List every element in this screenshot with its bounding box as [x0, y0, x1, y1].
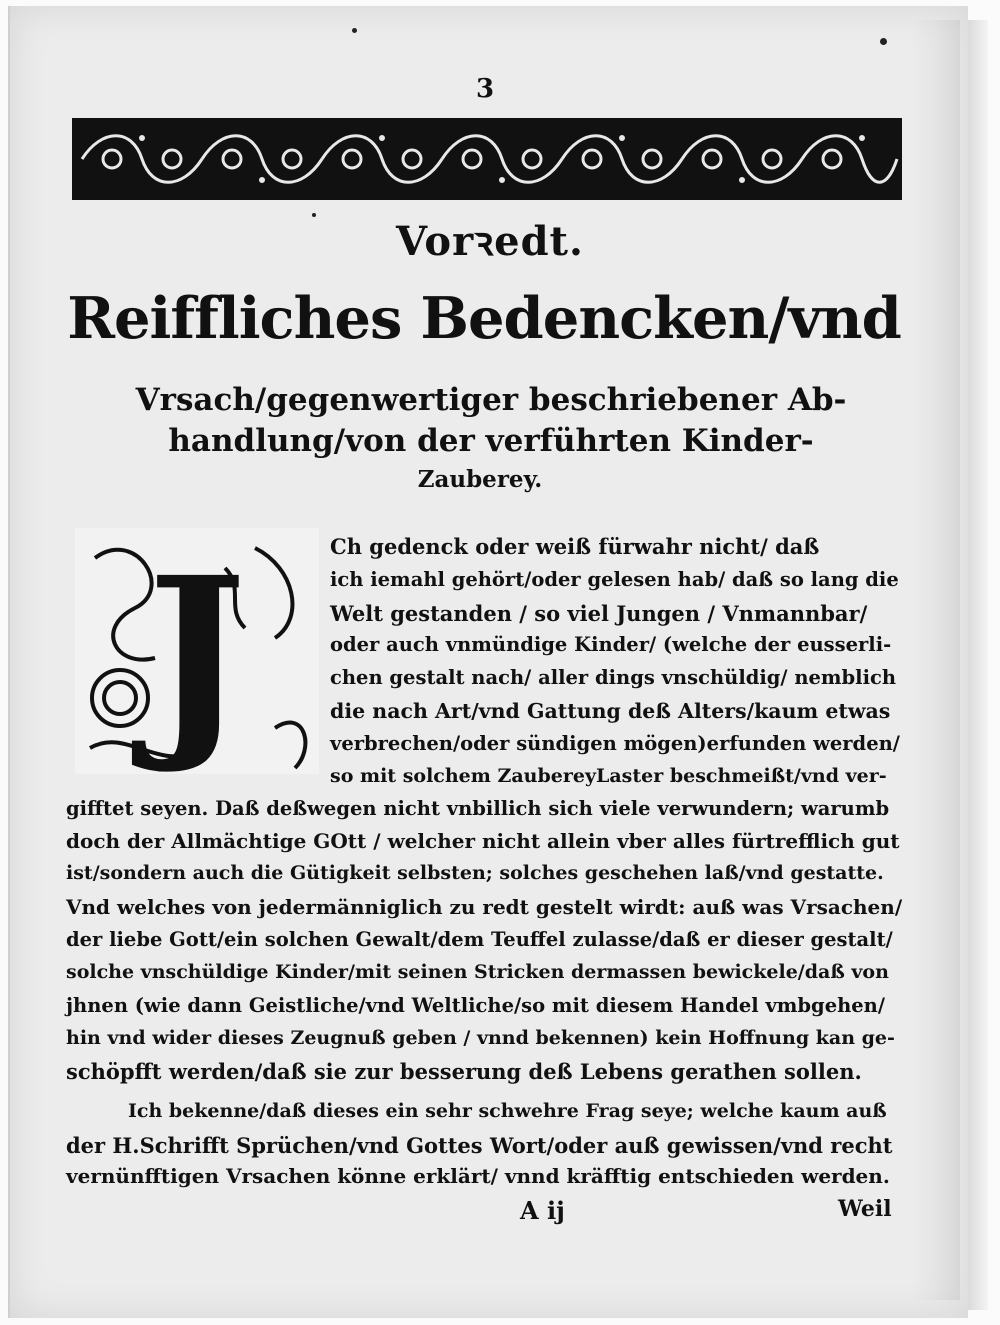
text-line: der liebe Gott/ein solchen Gewalt/dem Teuffel zulasse/daß er dieser gestalt/	[66, 928, 893, 951]
ink-speck	[352, 28, 357, 33]
page-shadow	[910, 20, 960, 1300]
text-line: verbrechen/oder sündigen mögen)erfunden werden/	[330, 732, 900, 755]
text-line: hin vnd wider dieses Zeugnuß geben / vnnd bekennen) kein Hoffnung kan ge-	[66, 1027, 895, 1049]
text-line: schöpfft werden/daß sie zur besserung deß Lebens gerathen sollen.	[66, 1059, 862, 1084]
page-edge	[966, 20, 988, 1310]
ornamental-header-band	[72, 118, 902, 200]
ink-speck	[880, 38, 887, 45]
title-sub-line-3: Zauberey.	[417, 466, 543, 493]
decorated-initial-letter	[75, 528, 319, 774]
text-line: gifftet seyen. Daß deßwegen nicht vnbillich sich viele verwundern; warumb	[66, 797, 890, 820]
signature-mark: A ij	[520, 1196, 565, 1225]
text-line: jhnen (wie dann Geistliche/vnd Weltliche/so mit diesem Handel vmbgehen/	[66, 994, 885, 1017]
text-line: der H.Schrifft Sprüchen/vnd Gottes Wort/oder auß gewissen/vnd recht	[66, 1133, 893, 1158]
text-line: so mit solchem ZaubereyLaster beschmeißt/vnd ver-	[330, 765, 887, 787]
title-sub-line-2: handlung/von der verführten Kinder-	[168, 423, 814, 459]
title-main: Reiffliches Bedencken/vnd	[67, 284, 901, 352]
ink-speck	[312, 213, 316, 217]
text-line: die nach Art/vnd Gattung deß Alters/kaum etwas	[330, 699, 891, 723]
text-line: Ch gedenck oder weiß fürwahr nicht/ daß	[330, 534, 820, 559]
text-line: vernünfftigen Vrsachen könne erklärt/ vnnd kräfftig entschieden werden.	[66, 1164, 890, 1188]
text-line: ich iemahl gehört/oder gelesen hab/ daß so lang die	[330, 568, 899, 591]
section-heading: Vorꝛedt.	[396, 218, 584, 265]
initial-letter-glyph: J	[147, 531, 247, 774]
text-line: Ich bekenne/daß dieses ein sehr schwehre Frag seye; welche kaum auß	[128, 1100, 887, 1122]
text-line: solche vnschüldige Kinder/mit seinen Stricken dermassen bewickele/daß von	[66, 961, 889, 983]
title-sub-line-1: Vrsach/gegenwertiger beschriebener Ab-	[135, 382, 847, 418]
catchword: Weil	[838, 1196, 892, 1222]
text-line: doch der Allmächtige GOtt / welcher nicht allein vber alles fürtrefflich gut	[66, 829, 900, 853]
text-line: ist/sondern auch die Gütigkeit selbsten; solches geschehen laß/vnd gestatte.	[66, 862, 884, 884]
text-line: oder auch vnmündige Kinder/ (welche der eusserli-	[330, 633, 892, 656]
text-line: Vnd welches von jedermänniglich zu redt gestelt wirdt: auß was Vrsachen/	[66, 895, 903, 919]
text-line: chen gestalt nach/ aller dings vnschüldig/ nemblich	[330, 666, 897, 689]
text-line: Welt gestanden / so viel Jungen / Vnmannbar/	[330, 601, 868, 626]
page-number: 3	[475, 74, 495, 104]
